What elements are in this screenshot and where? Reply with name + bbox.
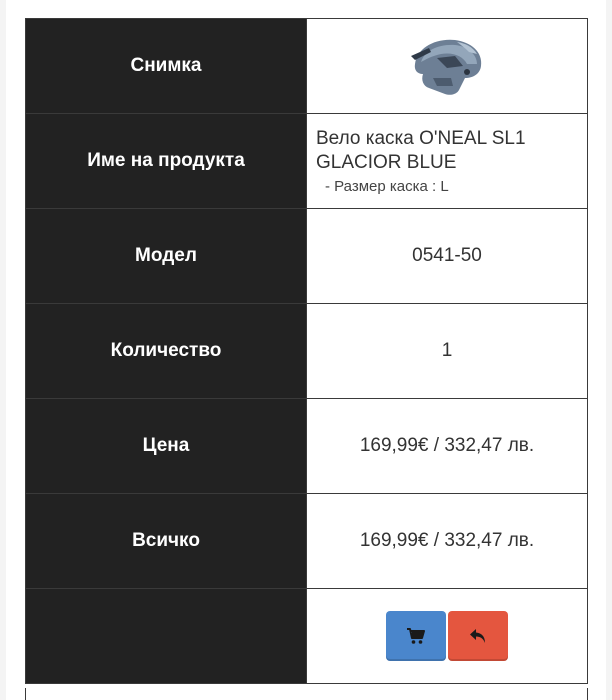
reply-arrow-icon (468, 626, 488, 646)
row-image (26, 19, 588, 114)
row-price (26, 399, 588, 494)
value-total: 169,99€ / 332,47 лв. (307, 494, 588, 589)
back-button[interactable] (448, 611, 508, 661)
row-quantity (26, 304, 588, 399)
label-quantity: Количество (26, 304, 307, 399)
value-model: 0541-50 (307, 209, 588, 304)
cart-item-table (25, 18, 588, 684)
row-model (26, 209, 588, 304)
action-button-group (307, 589, 587, 683)
helmet-product-image[interactable] (407, 34, 487, 98)
value-quantity: 1 (307, 304, 588, 399)
row-total (26, 494, 588, 589)
label-price: Цена (26, 399, 307, 494)
label-total: Всичко (26, 494, 307, 589)
row-product-name (26, 114, 588, 209)
value-actions (307, 589, 588, 684)
label-model: Модел (26, 209, 307, 304)
add-to-cart-button[interactable] (386, 611, 446, 661)
top-strip (0, 0, 612, 18)
row-actions (26, 589, 588, 684)
value-product-name (307, 114, 588, 209)
left-rail (0, 0, 6, 700)
cart-icon (406, 627, 426, 645)
label-image: Снимка (26, 19, 307, 114)
label-actions-empty (26, 589, 307, 684)
right-rail (606, 0, 612, 700)
table-continuation (25, 688, 588, 700)
product-name-link[interactable]: Вело каска O'NEAL SL1 GLACIOR BLUE (316, 128, 526, 173)
value-image (307, 19, 588, 114)
label-product-name: Име на продукта (26, 114, 307, 209)
product-option: - Размер каска : L (325, 178, 449, 195)
value-price: 169,99€ / 332,47 лв. (307, 399, 588, 494)
